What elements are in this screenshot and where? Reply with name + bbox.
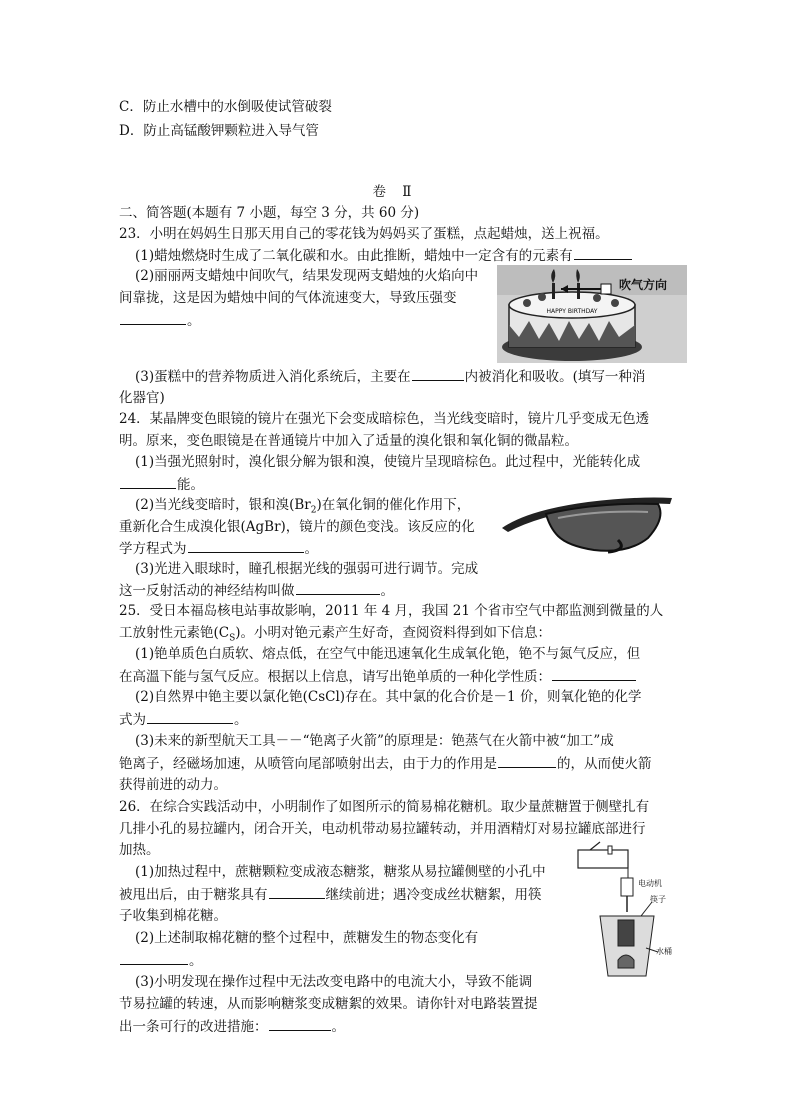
q24-part2d-text: 。 — [304, 541, 318, 557]
q23-part3a — [135, 366, 645, 387]
bucket-label: 水桶 — [656, 947, 672, 956]
q25-blank1[interactable] — [552, 666, 636, 681]
q24-part1b-end: 能。 — [177, 477, 204, 493]
blow-direction-label: 吹气方向 — [619, 278, 668, 292]
q26-part3c — [119, 1016, 345, 1037]
q25-part2a: (2)自然界中铯主要以氯化铯(CsCl)存在。其中氯的化合价是－1 价，则氧化铯的化学 — [135, 689, 642, 705]
q25-part2b — [119, 709, 248, 730]
q25-blank2[interactable] — [147, 709, 233, 724]
q23-blank2[interactable] — [120, 310, 186, 325]
q25-stem2a: 工放射性元素铯(C — [119, 625, 230, 641]
cake-lettering: HAPPY BIRTHDAY — [546, 308, 598, 315]
sunglasses-figure — [498, 488, 676, 558]
q26-part2b — [119, 950, 203, 971]
q23-part2b: 间靠拢，这是因为蜡烛中间的气体流速变大，导致压强变 — [119, 290, 457, 306]
q24-part2a-text: (2)当光线变暗时，银和溴(Br — [135, 497, 311, 513]
q25-part3d: 获得前进的动力。 — [119, 777, 227, 793]
q23-stem: 23．小明在妈妈生日那天用自己的零花钱为妈妈买了蛋糕，点起蜡烛，送上祝福。 — [119, 226, 609, 242]
section-heading: 二、简答题(本题有 7 小题，每空 3 分，共 60 分) — [119, 205, 420, 221]
q25-part3c-text: 的，从而使火箭 — [557, 756, 652, 772]
cotton-candy-diagram — [570, 840, 680, 980]
q25-part1b — [119, 666, 637, 687]
motor-label: 电动机 — [638, 879, 662, 888]
q24-part2c-text: 学方程式为 — [119, 541, 187, 557]
q26-part2b-end: 。 — [189, 953, 203, 969]
q24-part2c — [119, 538, 318, 559]
q26-blank1[interactable] — [269, 884, 325, 899]
section-title: 卷 Ⅱ — [372, 184, 418, 200]
q24-part2b: 重新化合生成溴化银(AgBr)，镜片的颜色变浅。该反应的化 — [119, 519, 475, 535]
q25-stem2b: )。小明对铯元素产生好奇，查阅资料得到如下信息： — [235, 625, 552, 641]
q23-part2a: (2)丽丽两支蜡烛中间吹气，结果发现两支蜡烛的火焰向中 — [135, 268, 479, 284]
cotton-candy-figure — [570, 840, 680, 980]
q24-part1b — [119, 474, 204, 495]
q23-part2c — [119, 310, 201, 331]
q25-part1a: (1)铯单质色白质软、熔点低，在空气中能迅速氧化生成氧化铯，铯不与氮气反应，但 — [135, 646, 641, 662]
q26-part3a: (3)小明发现在操作过程中无法改变电路中的电流大小，导致不能调 — [135, 974, 533, 990]
q25-part3a: (3)未来的新型航天工具－－“铯离子火箭”的原理是：铯蒸气在火箭中被“加工”成 — [135, 733, 614, 749]
q23-part1-text: (1)蜡烛燃烧时生成了二氧化碳和水。由此推断，蜡烛中一定含有的元素有 — [135, 248, 573, 264]
q24-part3c-text: 。 — [380, 583, 394, 599]
bromine-subscript: 2 — [310, 505, 317, 516]
q26-part1c-text: 继续前进；遇冷变成丝状糖絮，用筷 — [325, 887, 542, 903]
q24-part2a-end: )在氧化铜的催化作用下， — [316, 497, 471, 513]
q23-blank3[interactable] — [412, 366, 464, 381]
q25-part3b-text: 铯离子，经磁场加速，从喷管向尾部喷射出去，由于力的作用是 — [119, 756, 497, 772]
q25-stem1: 25．受日本福岛核电站事故影响，2011 年 4 月，我国 21 个省市空气中都监测到微量的人 — [119, 603, 664, 619]
q26-part3c-text: 出一条可行的改进措施： — [119, 1019, 268, 1035]
q26-blank2[interactable] — [120, 950, 188, 965]
cake-figure — [497, 265, 687, 363]
cesium-subscript: S — [229, 633, 236, 644]
sunglasses-image — [498, 488, 676, 558]
q26-part2a: (2)上述制取棉花糖的整个过程中，蔗糖发生的物态变化有 — [135, 930, 479, 946]
option-c: C．防止水槽中的水倒吸使试管破裂 — [119, 99, 332, 115]
q24-stem1: 24．某晶牌变色眼镜的镜片在强光下会变成暗棕色，当光线变暗时，镜片几乎变成无色透 — [119, 411, 650, 427]
q23-part1 — [135, 245, 633, 266]
q25-blank3[interactable] — [498, 753, 556, 768]
q25-part2c-text: 。 — [234, 712, 248, 728]
q23-part2c-end: 。 — [187, 313, 201, 329]
q24-blank3[interactable] — [296, 580, 380, 595]
q23-part3a-text: (3)蛋糕中的营养物质进入消化系统后，主要在 — [135, 369, 411, 385]
q23-part3c: 化器官) — [119, 390, 165, 406]
q26-part1a: (1)加热过程中，蔗糖颗粒变成液态糖浆，糖浆从易拉罐侧壁的小孔中 — [135, 864, 546, 880]
option-d: D．防止高锰酸钾颗粒进入导气管 — [119, 123, 319, 139]
q26-part3d-text: 。 — [331, 1019, 345, 1035]
q26-part1d: 子收集到棉花糖。 — [119, 908, 227, 924]
q26-part1b — [119, 884, 542, 905]
q26-stem3: 加热。 — [119, 842, 160, 858]
q25-part3b — [119, 753, 652, 774]
q26-part1b-text: 被甩出后，由于糖浆具有 — [119, 887, 268, 903]
q26-blank3[interactable] — [269, 1016, 331, 1031]
q26-stem2: 几排小孔的易拉罐内，闭合开关，电动机带动易拉罐转动，并用酒精灯对易拉罐底部进行 — [119, 821, 646, 837]
q24-blank2[interactable] — [188, 538, 304, 553]
q24-part3a: (3)光进入眼球时，瞳孔根据光线的强弱可进行调节。完成 — [135, 561, 479, 577]
chopsticks-label: 筷子 — [650, 895, 666, 904]
q26-part3b: 节易拉罐的转速，从而影响糖浆变成糖絮的效果。请你针对电路装置提 — [119, 996, 538, 1012]
q26-stem1: 26．在综合实践活动中，小明制作了如图所示的简易棉花糖机。取少量蔗糖置于侧壁扎有 — [119, 799, 650, 815]
q23-blank1[interactable] — [574, 245, 632, 260]
q24-blank1[interactable] — [120, 474, 176, 489]
q24-part3b — [119, 580, 394, 601]
q24-stem2: 明。原来，变色眼镜是在普通镜片中加入了适量的溴化银和氧化铜的微晶粒。 — [119, 433, 578, 449]
q24-part3b-text: 这一反射活动的神经结构叫做 — [119, 583, 295, 599]
q25-part1b-text: 在高溫下能与氢气反应。根据以上信息，请写出铯单质的一种化学性质： — [119, 669, 551, 685]
q24-part1a: (1)当强光照射时，溴化银分解为银和溴，使镜片呈现暗棕色。此过程中，光能转化成 — [135, 454, 641, 470]
q25-part2b-text: 式为 — [119, 712, 146, 728]
q23-part3b-text: 内被消化和吸收。(填写一种消 — [464, 369, 646, 385]
